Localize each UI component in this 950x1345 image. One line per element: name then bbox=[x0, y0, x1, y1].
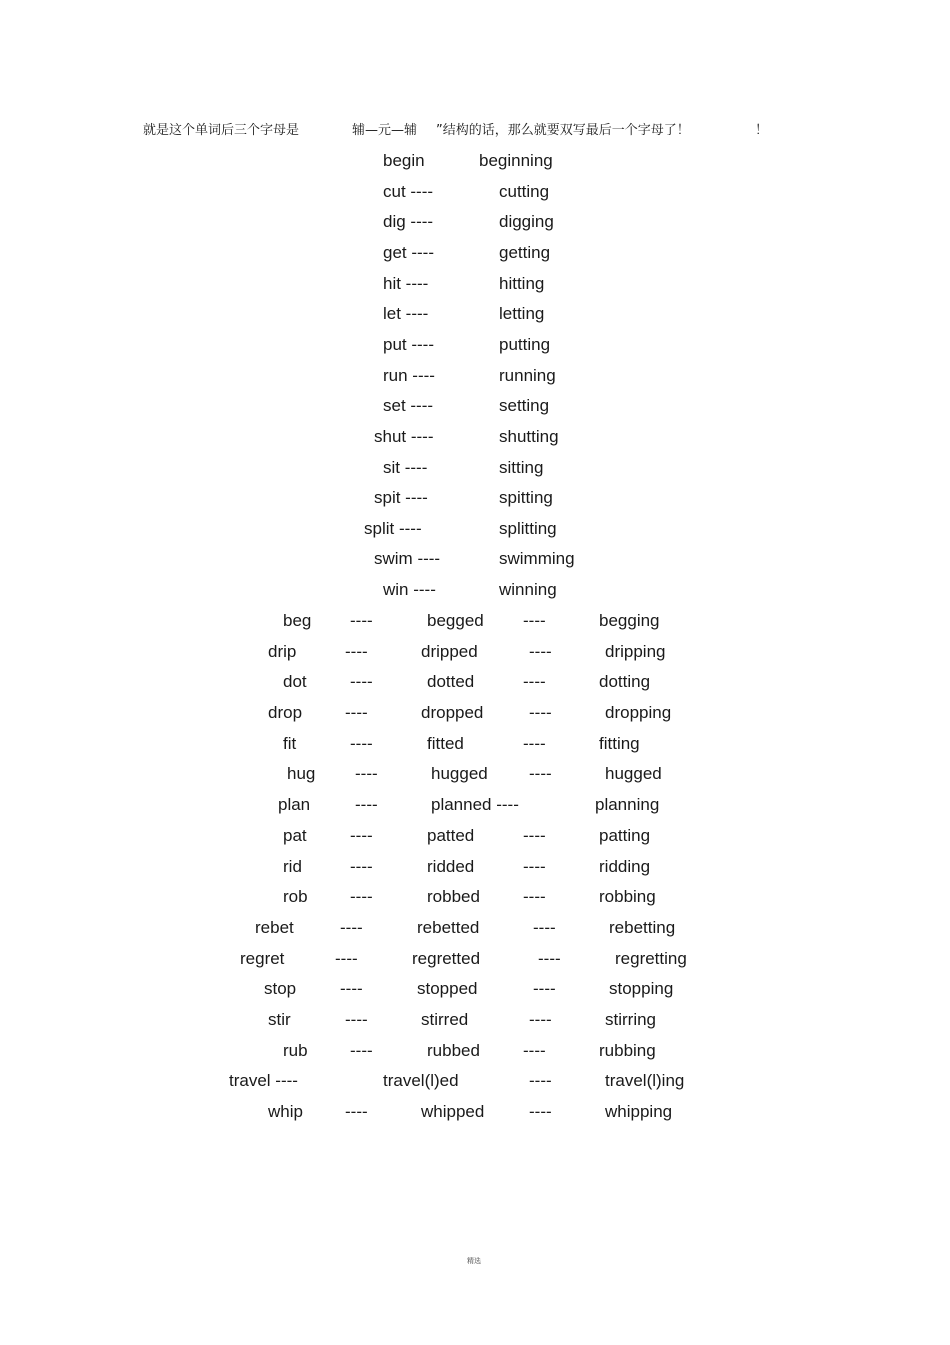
separator: ---- bbox=[350, 672, 373, 691]
base-word: regret bbox=[240, 949, 285, 968]
separator: ---- bbox=[529, 642, 552, 661]
base-word: rub bbox=[283, 1041, 308, 1060]
ing-form: whipping bbox=[605, 1102, 673, 1121]
ing-form: running bbox=[499, 366, 556, 385]
separator: ---- bbox=[523, 611, 546, 630]
separator: ---- bbox=[345, 1102, 368, 1121]
ing-form: fitting bbox=[599, 734, 640, 753]
past-form: stopped bbox=[417, 979, 478, 998]
ing-form: ridding bbox=[599, 857, 651, 876]
separator: ---- bbox=[529, 1071, 552, 1090]
past-form: robbed bbox=[427, 887, 480, 906]
ing-form: splitting bbox=[499, 519, 557, 538]
past-form: ridded bbox=[427, 857, 475, 876]
base-word: set ---- bbox=[383, 396, 434, 415]
separator: ---- bbox=[350, 826, 373, 845]
base-word: put ---- bbox=[383, 335, 434, 354]
separator: ---- bbox=[355, 795, 378, 814]
past-form: hugged bbox=[431, 764, 488, 783]
past-form: patted bbox=[427, 826, 475, 845]
ing-form: winning bbox=[499, 580, 557, 599]
base-word: drip bbox=[268, 642, 297, 661]
ing-form: getting bbox=[499, 243, 551, 262]
separator: ---- bbox=[350, 887, 373, 906]
separator: ---- bbox=[340, 979, 363, 998]
ing-form: stirring bbox=[605, 1010, 657, 1029]
past-form: regretted bbox=[412, 949, 481, 968]
ing-form: putting bbox=[499, 335, 551, 354]
past-form: rubbed bbox=[427, 1041, 480, 1060]
separator: ---- bbox=[529, 703, 552, 722]
base-word: rid bbox=[283, 857, 302, 876]
ing-form: rebetting bbox=[609, 918, 676, 937]
base-word: hit ---- bbox=[383, 274, 429, 293]
ing-form: dotting bbox=[599, 672, 651, 691]
past-form: begged bbox=[427, 611, 484, 630]
separator: ---- bbox=[538, 949, 561, 968]
base-word: beg bbox=[283, 611, 312, 630]
base-word: run ---- bbox=[383, 366, 435, 385]
base-word: win ---- bbox=[383, 580, 436, 599]
base-word: pat bbox=[283, 826, 307, 845]
base-word: stop bbox=[264, 979, 297, 998]
base-word: begin bbox=[383, 151, 425, 170]
past-form: planned ---- bbox=[431, 795, 519, 814]
ing-form: setting bbox=[499, 396, 550, 415]
ing-form: dripping bbox=[605, 642, 666, 661]
ing-form: shutting bbox=[499, 427, 559, 446]
base-word: travel ---- bbox=[229, 1071, 298, 1090]
ing-form: robbing bbox=[599, 887, 656, 906]
base-word: sit ---- bbox=[383, 458, 428, 477]
separator: ---- bbox=[529, 1010, 552, 1029]
base-word: dot bbox=[283, 672, 307, 691]
ing-form: cutting bbox=[499, 182, 550, 201]
base-word: rob bbox=[283, 887, 308, 906]
separator: ---- bbox=[355, 764, 378, 783]
base-word: plan bbox=[278, 795, 311, 814]
separator: ---- bbox=[345, 703, 368, 722]
separator: ---- bbox=[335, 949, 358, 968]
base-word: split ---- bbox=[364, 519, 422, 538]
separator: ---- bbox=[350, 611, 373, 630]
ing-form: patting bbox=[599, 826, 651, 845]
separator: ---- bbox=[340, 918, 363, 937]
separator: ---- bbox=[523, 887, 546, 906]
separator: ---- bbox=[523, 672, 546, 691]
past-form: whipped bbox=[421, 1102, 485, 1121]
base-word: shut ---- bbox=[374, 427, 434, 446]
base-word: fit bbox=[283, 734, 297, 753]
base-word: dig ---- bbox=[383, 212, 434, 231]
past-form: dotted bbox=[427, 672, 475, 691]
past-form: dripped bbox=[421, 642, 478, 661]
ing-form: planning bbox=[595, 795, 660, 814]
ing-form: stopping bbox=[609, 979, 674, 998]
heading-part-1: 就是这个单词后三个字母是 bbox=[143, 123, 300, 138]
separator: ---- bbox=[345, 1010, 368, 1029]
ing-form: regretting bbox=[615, 949, 687, 968]
separator: ---- bbox=[529, 764, 552, 783]
ing-form: sitting bbox=[499, 458, 544, 477]
base-word: let ---- bbox=[383, 304, 429, 323]
base-word: cut ---- bbox=[383, 182, 434, 201]
ing-form: rubbing bbox=[599, 1041, 656, 1060]
separator: ---- bbox=[523, 1041, 546, 1060]
ing-form: hugged bbox=[605, 764, 662, 783]
separator: ---- bbox=[350, 734, 373, 753]
ing-form: swimming bbox=[499, 549, 575, 568]
ing-form: digging bbox=[499, 212, 554, 231]
base-word: stir bbox=[268, 1010, 291, 1029]
base-word: get ---- bbox=[383, 243, 434, 262]
ing-form: hitting bbox=[499, 274, 545, 293]
separator: ---- bbox=[523, 826, 546, 845]
ing-form: dropping bbox=[605, 703, 672, 722]
base-word: spit ---- bbox=[374, 488, 428, 507]
footer-label: 精选 bbox=[467, 1257, 481, 1265]
base-word: rebet bbox=[255, 918, 294, 937]
heading-part-2: 辅—元—辅 bbox=[352, 123, 418, 138]
past-form: rebetted bbox=[417, 918, 480, 937]
ing-form: letting bbox=[499, 304, 545, 323]
separator: ---- bbox=[350, 1041, 373, 1060]
separator: ---- bbox=[350, 857, 373, 876]
separator: ---- bbox=[523, 734, 546, 753]
base-word: hug bbox=[287, 764, 316, 783]
separator: ---- bbox=[345, 642, 368, 661]
ing-form: beginning bbox=[479, 151, 553, 170]
separator: ---- bbox=[533, 979, 556, 998]
past-form: stirred bbox=[421, 1010, 469, 1029]
past-form: travel(l)ed bbox=[383, 1071, 459, 1090]
base-word: drop bbox=[268, 703, 303, 722]
ing-form: begging bbox=[599, 611, 660, 630]
separator: ---- bbox=[529, 1102, 552, 1121]
base-word: swim ---- bbox=[374, 549, 441, 568]
ing-form: spitting bbox=[499, 488, 553, 507]
base-word: whip bbox=[268, 1102, 303, 1121]
past-form: dropped bbox=[421, 703, 484, 722]
heading-part-4: ！ bbox=[755, 123, 769, 138]
ing-form: travel(l)ing bbox=[605, 1071, 685, 1090]
heading-part-3: ”结构的话，那么就要双写最后一个字母了！ bbox=[436, 123, 690, 138]
past-form: fitted bbox=[427, 734, 464, 753]
separator: ---- bbox=[523, 857, 546, 876]
separator: ---- bbox=[533, 918, 556, 937]
